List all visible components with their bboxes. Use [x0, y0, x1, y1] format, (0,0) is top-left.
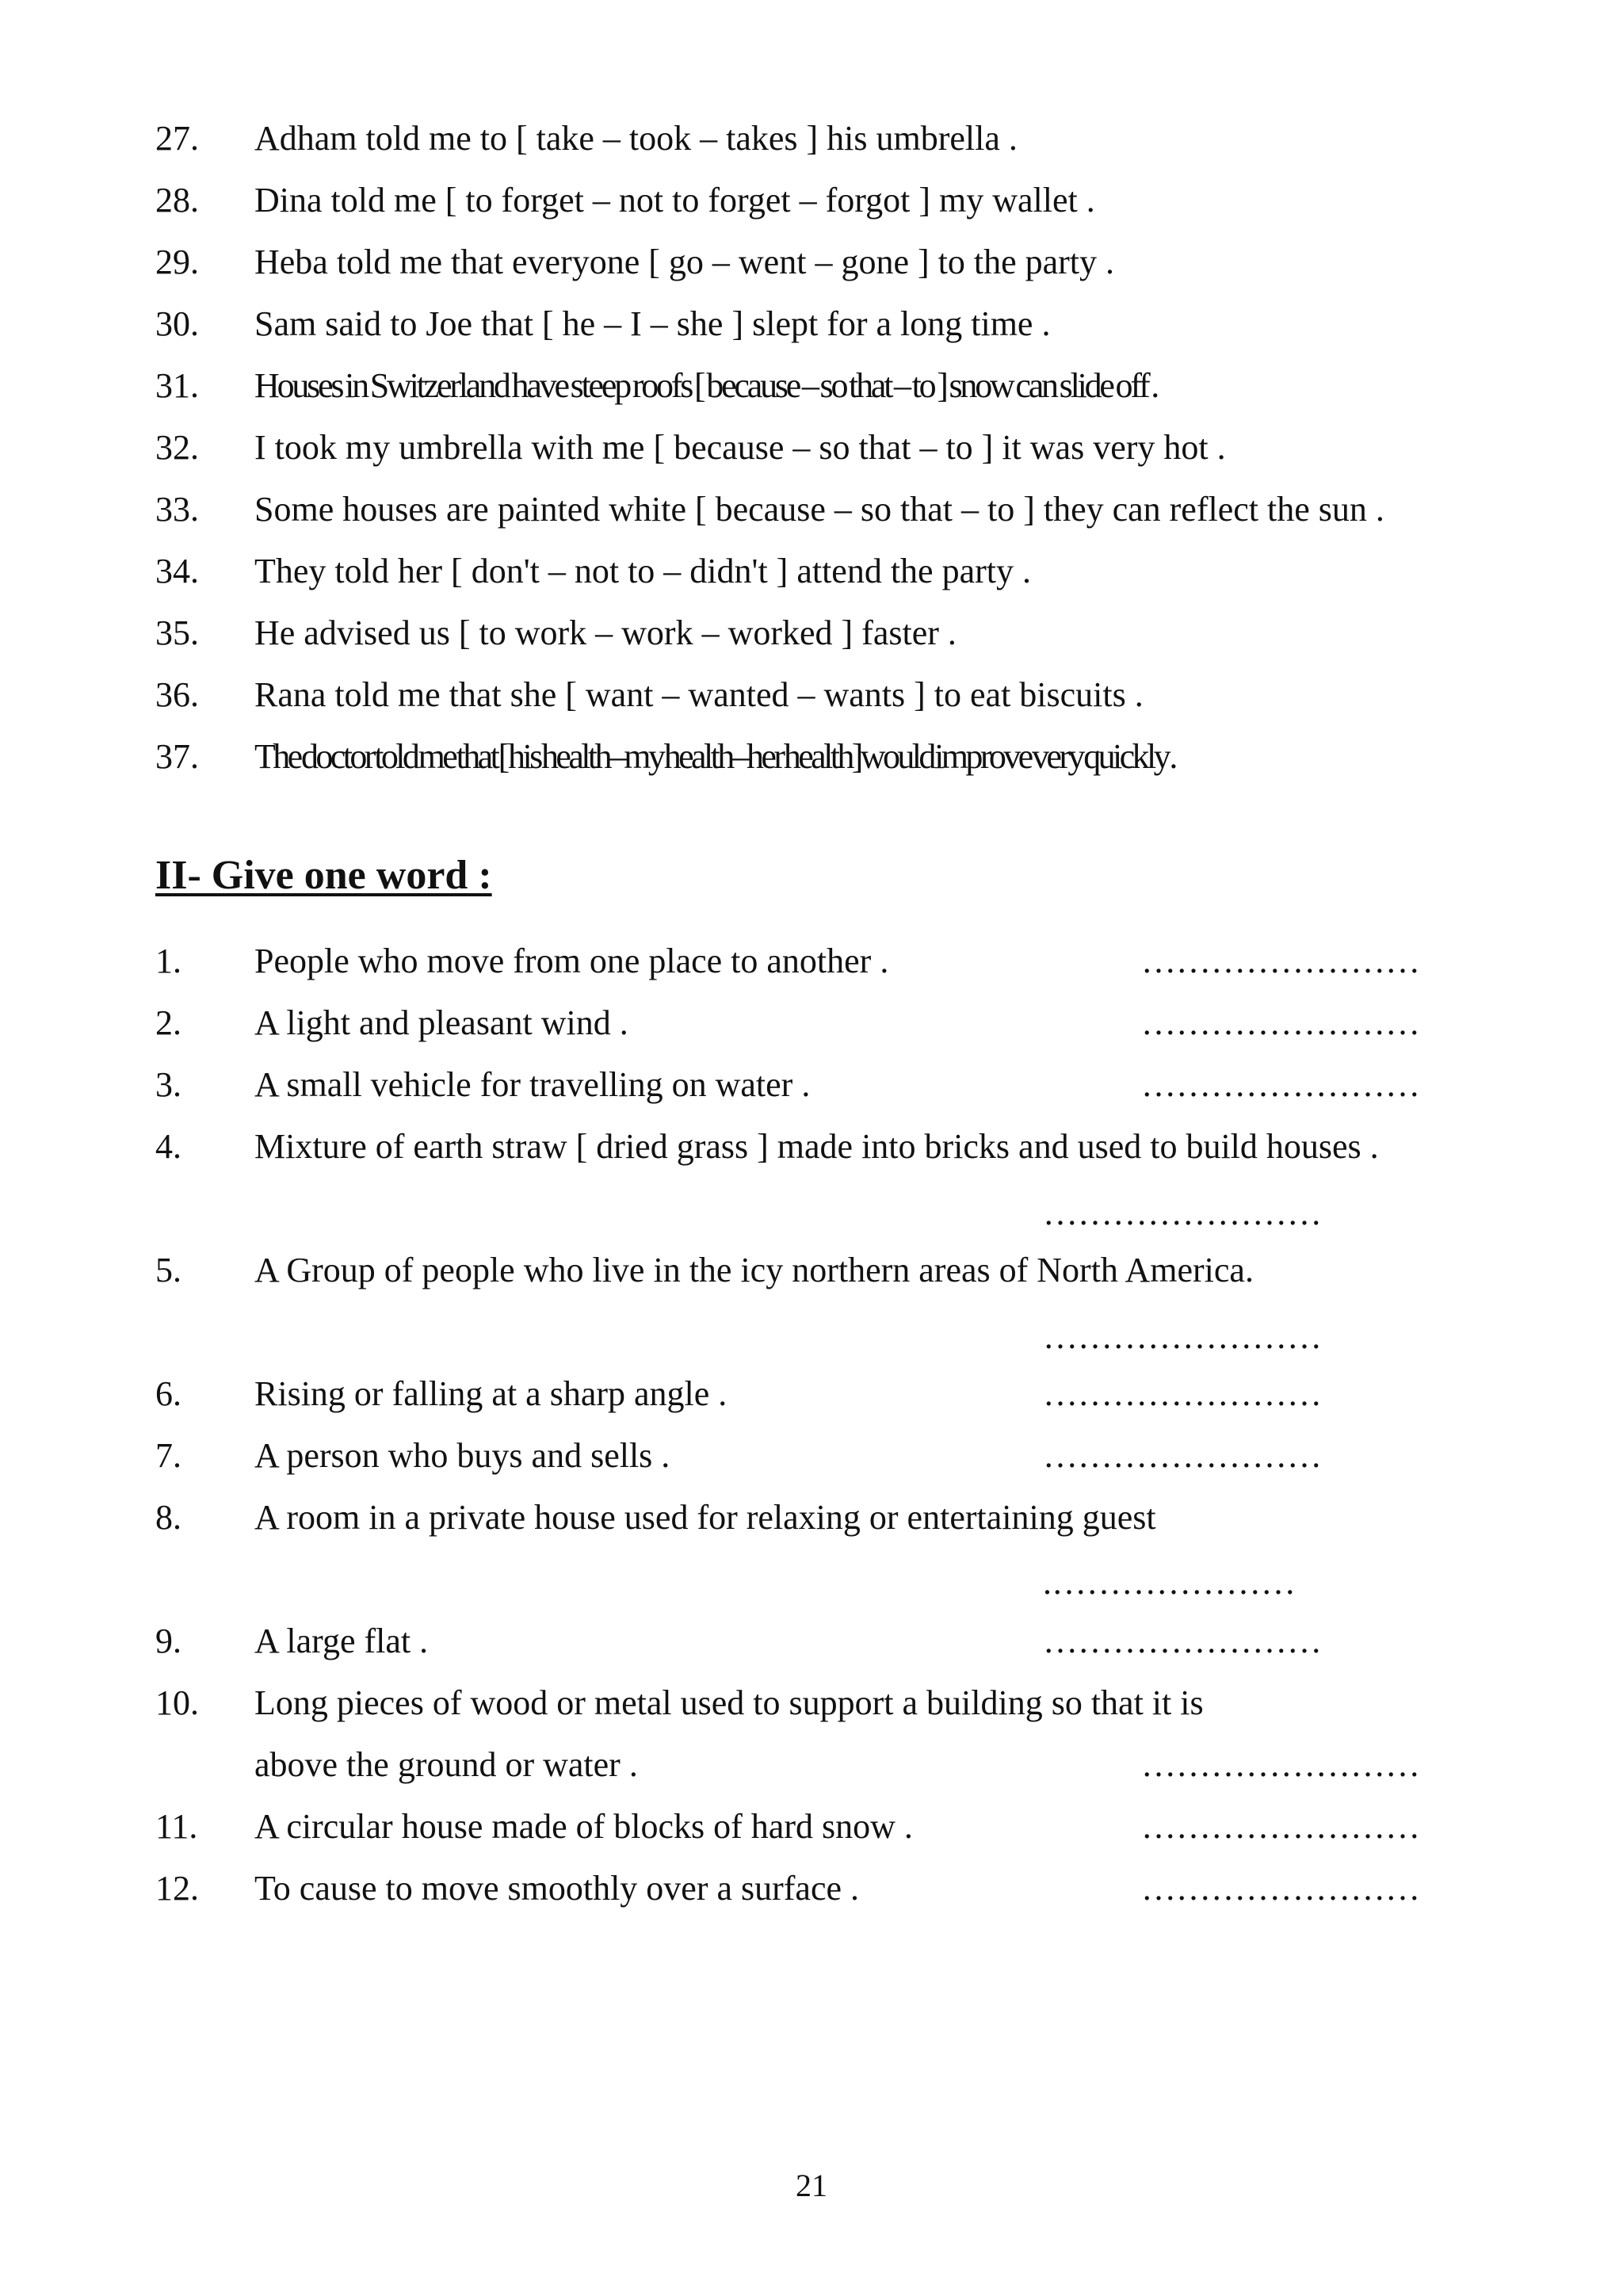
- item-number: 35.: [155, 613, 199, 652]
- item-number: 34.: [155, 552, 199, 590]
- item-number: 6.: [155, 1374, 181, 1413]
- answer-blank: ……………………: [1141, 1065, 1420, 1104]
- item-number: 37.: [155, 737, 199, 776]
- item-number: 29.: [155, 243, 199, 281]
- item-text: Mixture of earth straw [ dried grass ] made into bricks and used to build houses .: [254, 1127, 1379, 1166]
- answer-line: [0, 1555, 1623, 1610]
- list-item: [0, 544, 1623, 599]
- item-text: A room in a private house used for relaxing or entertaining guest: [254, 1498, 1156, 1537]
- item-number: 32.: [155, 428, 199, 467]
- item-number: 28.: [155, 181, 199, 220]
- item-text: Houses in Switzerland have steep roofs [ because – so that – to ] snow can slide off .: [254, 366, 1158, 405]
- answer-blank: ……………………: [1043, 1194, 1322, 1232]
- item-text: A light and pleasant wind .: [254, 1003, 628, 1042]
- item-text: Heba told me that everyone [ go – went – gone ] to the party .: [254, 243, 1115, 281]
- item-text: Dina told me [ to forget – not to forget – forgot ] my wallet .: [254, 181, 1095, 220]
- list-item: [0, 729, 1623, 785]
- item-text: A Group of people who live in the icy northern areas of North America.: [254, 1251, 1254, 1289]
- list-item-continuation: [0, 1737, 1623, 1793]
- item-number: 2.: [155, 1003, 181, 1042]
- list-item: [0, 296, 1623, 352]
- list-item: [0, 934, 1623, 989]
- answer-blank: ……………………: [1141, 1807, 1420, 1846]
- item-number: 8.: [155, 1498, 181, 1537]
- answer-blank: .…………………: [1043, 1563, 1296, 1602]
- item-number: 4.: [155, 1127, 181, 1166]
- list-item: [0, 995, 1623, 1051]
- item-text: A circular house made of blocks of hard snow .: [254, 1807, 913, 1846]
- section-heading: II- Give one word :: [155, 853, 492, 898]
- list-item: [0, 1614, 1623, 1669]
- list-item: [0, 111, 1623, 166]
- list-item: [0, 1675, 1623, 1731]
- item-number: 27.: [155, 119, 199, 158]
- answer-line: [0, 1186, 1623, 1241]
- list-item: [0, 1799, 1623, 1855]
- item-text: Rising or falling at a sharp angle .: [254, 1374, 727, 1413]
- item-text: A person who buys and sells .: [254, 1436, 670, 1475]
- item-number: 31.: [155, 366, 199, 405]
- list-item: [0, 482, 1623, 537]
- answer-blank: ……………………: [1043, 1622, 1322, 1660]
- answer-blank: ……………………: [1043, 1374, 1322, 1413]
- list-item: [0, 1428, 1623, 1484]
- list-item: [0, 1243, 1623, 1298]
- answer-blank: ……………………: [1141, 1869, 1420, 1908]
- list-item: [0, 1119, 1623, 1175]
- item-text: Adham told me to [ take – took – takes ] his umbrella .: [254, 119, 1018, 158]
- list-item: [0, 173, 1623, 228]
- item-text: A small vehicle for travelling on water .: [254, 1065, 811, 1104]
- item-number: 11.: [155, 1807, 198, 1846]
- item-text: To cause to move smoothly over a surface .: [254, 1869, 860, 1908]
- item-text: The doctor told me that [ his health–my health–her health]would improve very quickly .: [254, 737, 1175, 776]
- item-number: 9.: [155, 1622, 181, 1660]
- answer-blank: ……………………: [1043, 1436, 1322, 1475]
- item-text: Some houses are painted white [ because – so that – to ] they can reflect the sun .: [254, 490, 1384, 529]
- item-number: 7.: [155, 1436, 181, 1475]
- list-item: [0, 420, 1623, 476]
- answer-blank: ……………………: [1141, 942, 1420, 980]
- item-text: above the ground or water .: [254, 1745, 638, 1784]
- item-text: Sam said to Joe that [ he – I – she ] slept for a long time .: [254, 304, 1051, 343]
- answer-blank: ……………………: [1043, 1317, 1322, 1356]
- list-item: [0, 606, 1623, 661]
- item-number: 36.: [155, 675, 199, 714]
- page-number: 21: [796, 2168, 827, 2203]
- list-item: [0, 667, 1623, 723]
- answer-blank: ……………………: [1141, 1745, 1420, 1784]
- list-item: [0, 358, 1623, 414]
- item-number: 12.: [155, 1869, 199, 1908]
- answer-blank: ……………………: [1141, 1003, 1420, 1042]
- list-item: [0, 1366, 1623, 1422]
- item-number: 33.: [155, 490, 199, 529]
- item-number: 3.: [155, 1065, 181, 1104]
- item-text: Long pieces of wood or metal used to support a building so that it is: [254, 1683, 1204, 1722]
- item-number: 10.: [155, 1683, 199, 1722]
- item-text: I took my umbrella with me [ because – so that – to ] it was very hot .: [254, 428, 1226, 467]
- item-number: 1.: [155, 942, 181, 980]
- item-text: People who move from one place to another .: [254, 942, 889, 980]
- item-text: He advised us [ to work – work – worked ] faster .: [254, 613, 957, 652]
- item-number: 30.: [155, 304, 199, 343]
- list-item: [0, 1057, 1623, 1113]
- item-text: A large flat .: [254, 1622, 429, 1660]
- item-text: Rana told me that she [ want – wanted – wants ] to eat biscuits .: [254, 675, 1144, 714]
- item-number: 5.: [155, 1251, 181, 1289]
- list-item: [0, 235, 1623, 290]
- answer-line: [0, 1309, 1623, 1365]
- list-item: [0, 1861, 1623, 1916]
- item-text: They told her [ don't – not to – didn't ] attend the party .: [254, 552, 1031, 590]
- list-item: [0, 1490, 1623, 1545]
